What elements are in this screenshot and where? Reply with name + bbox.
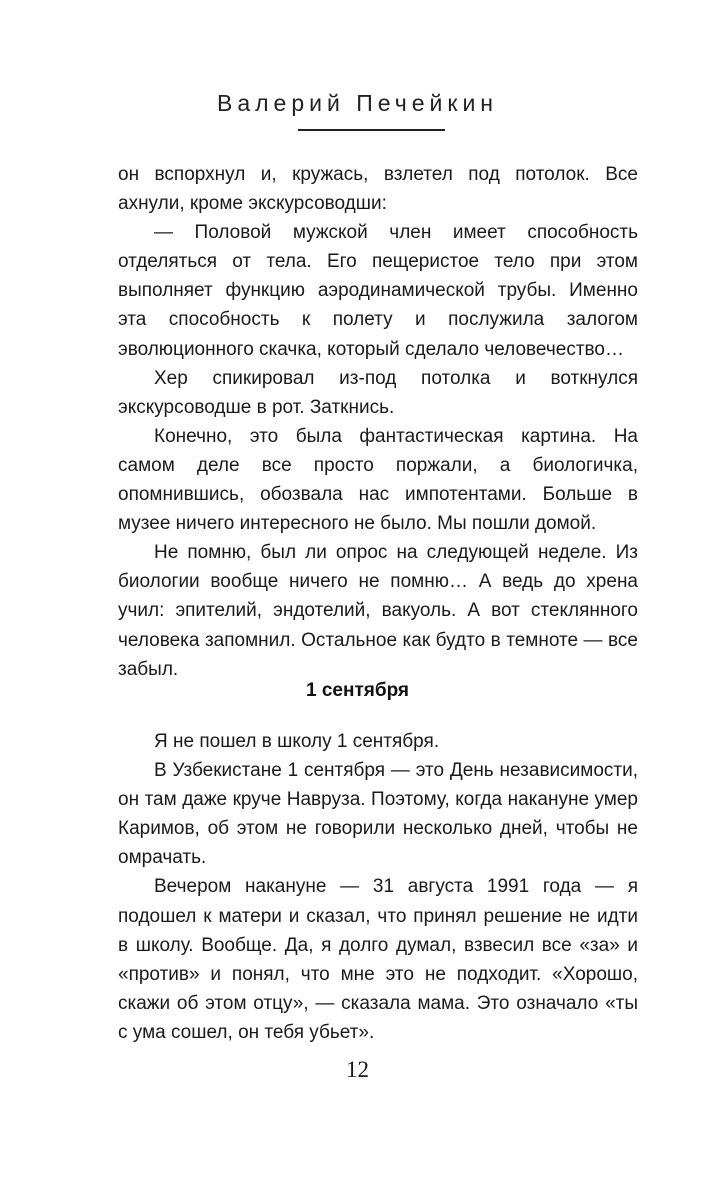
header-rule: [298, 129, 445, 131]
paragraph: он вспорхнул и, кружась, взлетел под потолок. Все ахнули, кроме экскурсоводши:: [118, 164, 638, 215]
body-text-part2: [118, 727, 638, 1047]
body-text-part1: [118, 160, 638, 684]
section-title: 1 сентября: [305, 680, 410, 701]
paragraph: Не помню, был ли опрос на следующей неделе. Из биологии вообще ничего не помню… А ведь до хрена учил: эпителий, эндотелий, вакуоль. А вот стеклянного человека запомнил. Остальное как будто в темноте — все забыл.: [118, 542, 638, 680]
running-head-author: Валерий Печейкин: [216, 90, 498, 116]
paragraph: Вечером накануне — 31 августа 1991 года — я подошел к матери и сказал, что принял решение не идти в школу. Вообще. Да, я долго думал, взвесил все «за» и «против» и понял, что мне это не подходит. «Хорошо, скажи об этом отцу», — сказала мама. Это означало «ты с ума сошел, он тебя убьет».: [118, 876, 638, 1043]
paragraph: Конечно, это была фантастическая картина. На самом деле все просто поржали, а биологичка, опомнившись, обозвала нас импотентами. Больше в музее ничего интересного не было. Мы пошли домой.: [118, 425, 638, 535]
paragraph: — Половой мужской член имеет способность отделяться от тела. Его пещеристое тело при этом выполняет функцию аэродинамической трубы. Именно эта способность к полету и послужила залогом эволюционного скачка, который сделало человечество…: [118, 222, 638, 360]
paragraph: Я не пошел в школу 1 сентября.: [154, 731, 440, 752]
paragraph: В Узбекистане 1 сентября — это День независимости, он там даже круче Навруза. Поэтому, когда накануне умер Каримов, об этом не говорили несколько дней, чтобы не омрачать.: [118, 760, 638, 869]
page-number: 12: [346, 1057, 369, 1082]
paragraph: Хер спикировал из-под потолка и воткнулся экскурсоводше в рот. Заткнись.: [118, 367, 638, 418]
